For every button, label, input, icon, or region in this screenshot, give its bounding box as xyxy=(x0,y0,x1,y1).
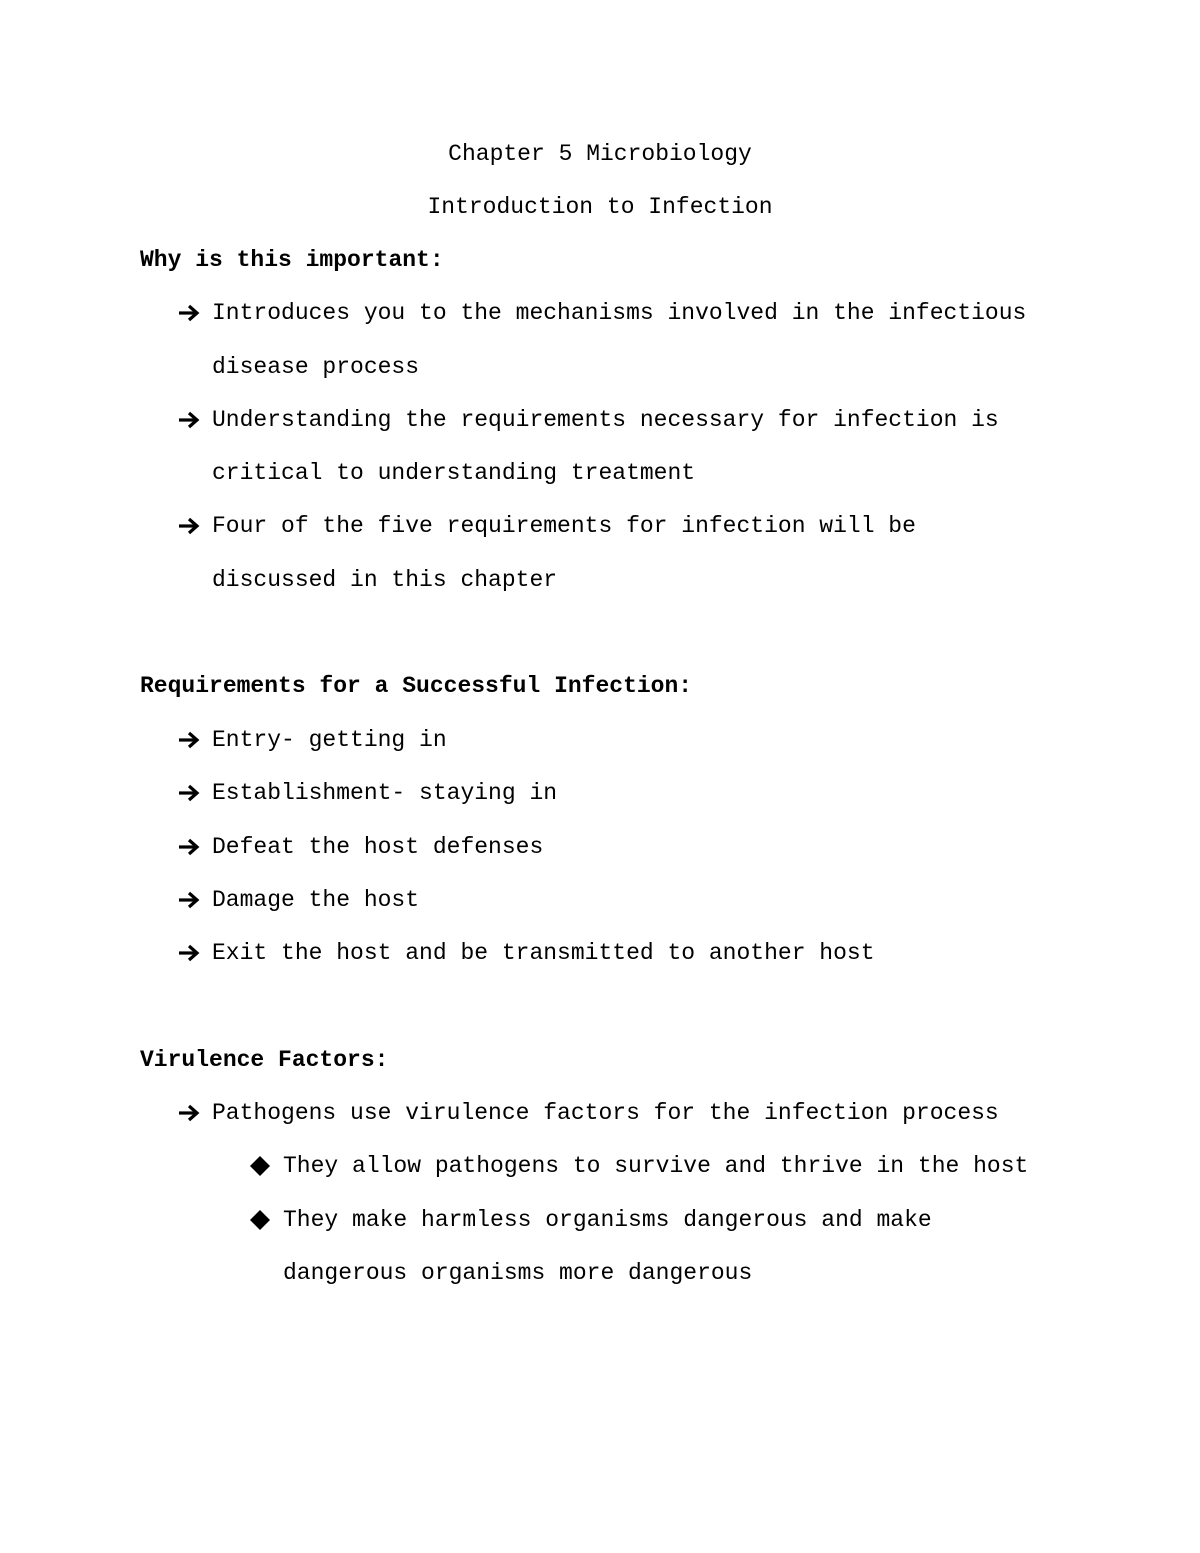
section-heading-why-important: Why is this important: xyxy=(140,247,444,273)
bullet-text: Introduces you to the mechanisms involved in the infectious xyxy=(212,300,1027,326)
subbullet-text-continued: dangerous organisms more dangerous xyxy=(283,1260,753,1286)
subbullet-text: They make harmless organisms dangerous and make xyxy=(283,1207,932,1233)
diamond-icon xyxy=(248,1152,272,1180)
right-arrow-icon xyxy=(176,939,204,967)
bullet-text: Defeat the host defenses xyxy=(212,834,544,860)
bullet-text-continued: discussed in this chapter xyxy=(212,567,558,593)
right-arrow-icon xyxy=(176,299,204,327)
bullet-text: Establishment- staying in xyxy=(212,780,558,806)
right-arrow-icon xyxy=(176,512,204,540)
bullet-text: Pathogens use virulence factors for the infection process xyxy=(212,1100,999,1126)
section-heading-requirements: Requirements for a Successful Infection: xyxy=(140,673,693,699)
document-title: Chapter 5 Microbiology xyxy=(448,141,752,167)
right-arrow-icon xyxy=(176,886,204,914)
bullet-text: Entry- getting in xyxy=(212,727,447,753)
right-arrow-icon xyxy=(176,406,204,434)
right-arrow-icon xyxy=(176,1099,204,1127)
bullet-text: Exit the host and be transmitted to another host xyxy=(212,940,875,966)
right-arrow-icon xyxy=(176,779,204,807)
bullet-text: Four of the five requirements for infection will be xyxy=(212,513,916,539)
bullet-text-continued: disease process xyxy=(212,354,420,380)
right-arrow-icon xyxy=(176,726,204,754)
subbullet-text: They allow pathogens to survive and thrive in the host xyxy=(283,1153,1029,1179)
document-subtitle: Introduction to Infection xyxy=(427,194,773,220)
section-heading-virulence-factors: Virulence Factors: xyxy=(140,1047,389,1073)
diamond-icon xyxy=(248,1206,272,1234)
right-arrow-icon xyxy=(176,833,204,861)
bullet-text: Damage the host xyxy=(212,887,420,913)
bullet-text: Understanding the requirements necessary for infection is xyxy=(212,407,999,433)
bullet-text-continued: critical to understanding treatment xyxy=(212,460,696,486)
